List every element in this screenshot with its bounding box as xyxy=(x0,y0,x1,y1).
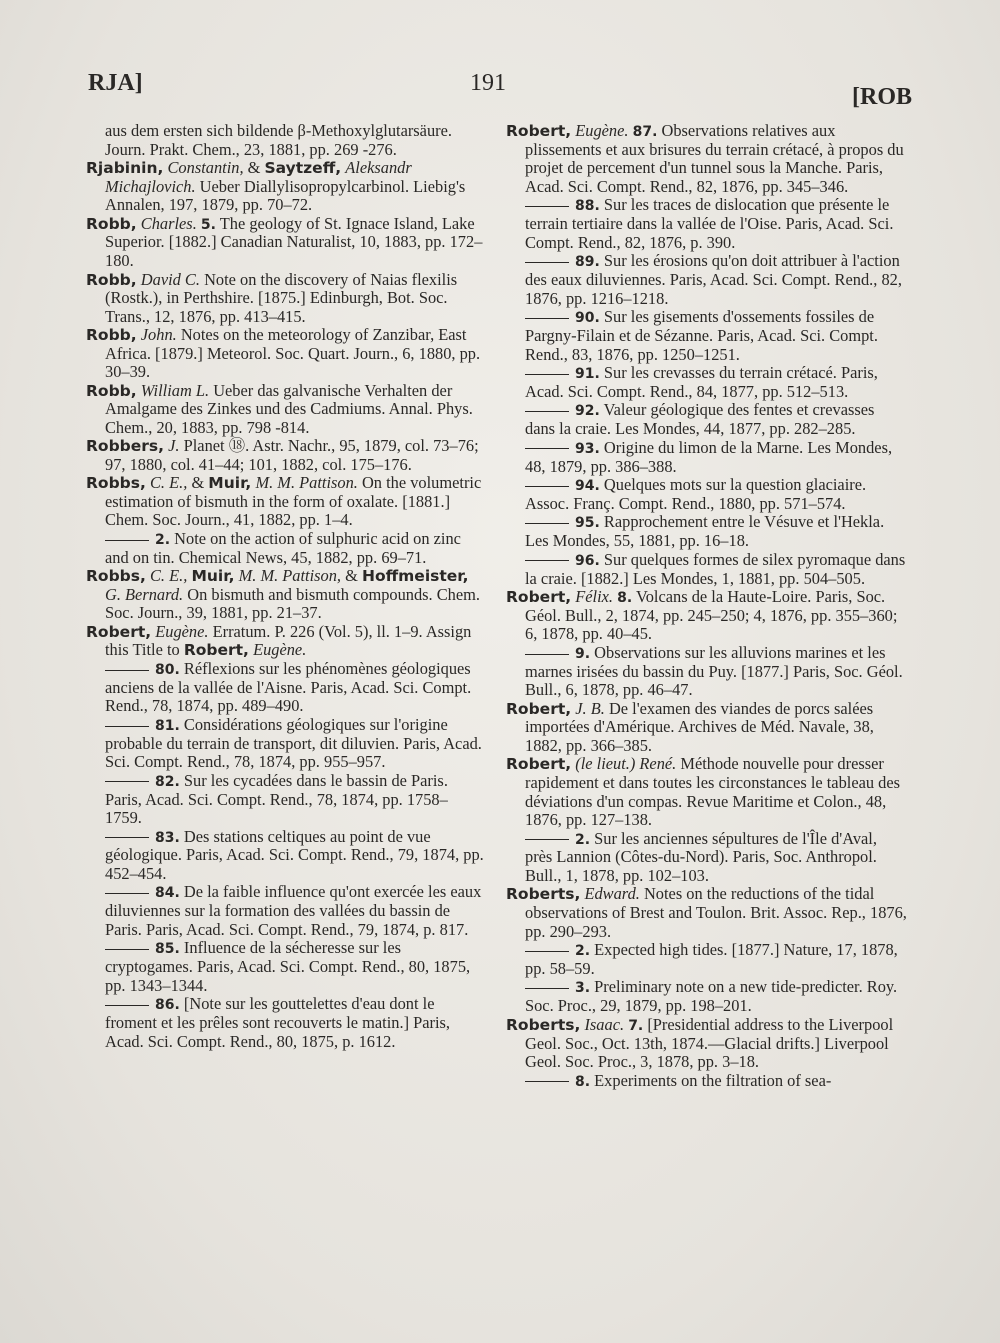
author-surname: Robbs, xyxy=(86,474,146,493)
running-head-left: RJA] xyxy=(88,70,143,96)
author-joiner: & xyxy=(243,158,265,178)
ditto-dash xyxy=(525,486,569,487)
author-forename: Charles. xyxy=(140,213,197,233)
entry-text: Sur les crevasses du terrain crétacé. Paris, Acad. Sci. Compt. Rend., 84, 1877, pp. 512–513. xyxy=(525,363,878,401)
ditto-dash xyxy=(105,726,149,727)
ditto-dash xyxy=(525,523,569,524)
entry-number: 9. xyxy=(575,645,591,662)
entry-text: Origine du limon de la Marne. Les Mondes, 48, 1879, pp. 386–388. xyxy=(525,437,893,476)
entry-text: Observations sur les alluvions marines et les marnes irisées du bassin du Puy. [1877.] Paris, Soc. Géol. Bull., 6, 1878, pp. 46–47. xyxy=(525,642,903,700)
author-forename: Eugène. xyxy=(155,621,209,641)
author-forename: M. M. Pattison, xyxy=(238,566,342,586)
ditto-dash xyxy=(105,837,149,838)
bibliography-entry xyxy=(506,196,908,252)
entry-number: 5. xyxy=(200,216,216,233)
bibliography-entry xyxy=(506,941,908,978)
author-joiner: & xyxy=(187,473,209,493)
bibliography-entry xyxy=(86,995,484,1051)
author-surname: Robert, xyxy=(86,622,152,641)
ditto-dash xyxy=(105,670,149,671)
entry-number: 93. xyxy=(575,440,600,457)
entry-number: 87. xyxy=(632,124,658,140)
entry-text: Expected high tides. [1877.] Nature, 17, 1878, pp. 58–59. xyxy=(525,940,898,978)
author-forename: C. E., xyxy=(150,473,188,493)
ditto-dash xyxy=(105,1005,149,1006)
author-forename: Edward. xyxy=(584,884,640,904)
bibliography-entry xyxy=(86,530,484,567)
entry-text: De l'examen des viandes de porcs salées importées d'Amérique. Archives de Méd. Navale, 38, 1882, pp. 366–385. xyxy=(525,698,874,755)
entry-text: [Note sur les gouttelettes d'eau dont le froment et les prêles sont recouverts le matin.] Paris, Acad. Sci. Compt. Rend., 80, 1875, p. 1612. xyxy=(105,994,451,1051)
author-forename: John. xyxy=(140,325,177,345)
ditto-dash xyxy=(105,893,149,894)
entry-number: 85. xyxy=(155,941,180,958)
bibliography-entry xyxy=(86,772,484,828)
ditto-dash xyxy=(525,318,569,319)
author-surname: Robb, xyxy=(86,270,137,289)
bibliography-entry xyxy=(86,326,484,382)
entry-text: Ueber Diallylisopropylcarbinol. Liebig's Annalen, 197, 1879, pp. 70–72. xyxy=(105,176,466,215)
entry-text: Sur les gisements d'ossements fossiles de Pargny-Filain et de Sézanne. Paris, Acad. Sci. Compt. Rend., 83, 1876, pp. 1250–1251. xyxy=(525,307,878,364)
entry-number: 2. xyxy=(575,943,591,960)
page-number: 191 xyxy=(470,70,506,96)
author-forename: Constantin, xyxy=(167,158,244,178)
entry-number: 91. xyxy=(575,366,600,383)
entry-text: Ueber das galvanische Verhalten der Amalgame des Zinkes und des Cadmiums. Annal. Phys. Chem., 20, 1883, pp. 798 -814. xyxy=(105,380,473,437)
entry-text: Experiments on the filtration of sea- xyxy=(590,1070,832,1090)
ditto-dash xyxy=(525,374,569,375)
entry-text: On the volumetric estimation of bismuth in the form of oxalate. [1881.] Chem. Soc. Journ., 41, 1882, pp. 1–4. xyxy=(105,473,482,530)
ditto-dash xyxy=(525,262,569,263)
bibliography-entry xyxy=(506,1016,908,1072)
entry-number: 92. xyxy=(575,403,600,420)
ditto-dash xyxy=(105,540,149,541)
bibliography-entry xyxy=(86,716,484,772)
bibliography-entry xyxy=(506,513,908,550)
running-head-right: [ROB xyxy=(852,84,912,110)
author-forename: Isaac. xyxy=(584,1014,625,1034)
ditto-dash xyxy=(105,949,149,950)
bibliography-entry xyxy=(506,252,908,308)
entry-text: The geology of St. Ignace Island, Lake Superior. [1882.] Canadian Naturalist, 10, 1883, pp. 172–180. xyxy=(105,213,483,270)
entry-number: 96. xyxy=(575,552,600,569)
author-surname: Robert, xyxy=(506,588,572,607)
entry-number: 7. xyxy=(628,1017,644,1034)
entry-text: Considérations géologiques sur l'origine probable du terrain de transport, dit diluvien. Paris, Acad. Sci. Compt. Rend., 78, 1874, pp. 955–957. xyxy=(105,714,482,772)
entry-number: 86. xyxy=(155,997,180,1014)
bibliography-entry xyxy=(506,1072,908,1091)
ditto-dash xyxy=(525,560,569,561)
bibliography-entry xyxy=(506,700,908,756)
author-forename: C. E., xyxy=(150,566,188,586)
author-forename: J. xyxy=(168,436,180,456)
author-surname: Saytzeff, xyxy=(264,159,342,178)
author-surname: Robb, xyxy=(86,214,137,233)
ditto-dash xyxy=(525,951,569,952)
entry-number: 81. xyxy=(155,717,180,734)
author-forename: Eugène. xyxy=(253,640,307,660)
entry-number: 82. xyxy=(155,773,180,790)
entry-text: Erratum. P. 226 (Vol. 5), ll. 1–9. Assign this Title to xyxy=(105,621,472,660)
ditto-dash xyxy=(525,206,569,207)
author-joiner: & xyxy=(341,566,362,586)
bibliography-entry xyxy=(86,567,484,623)
author-forename: G. Bernard. xyxy=(105,584,184,604)
author-surname: Muir, xyxy=(208,474,252,493)
bibliography-entry xyxy=(506,830,908,886)
bibliography-entry xyxy=(506,364,908,401)
author-surname: Hoffmeister, xyxy=(361,567,469,586)
author-surname: Robb, xyxy=(86,326,137,345)
entry-number: 88. xyxy=(575,198,600,215)
entry-text: Sur les érosions qu'on doit attribuer à l'action des eaux diluviennes. Paris, Acad. Sci. Compt. Rend., 82, 1876, pp. 1216–1218. xyxy=(525,251,902,308)
entry-text: Planet ⑱. Astr. Nachr., 95, 1879, col. 73–76; 97, 1880, col. 41–44; 101, 1882, col. 175–176. xyxy=(105,436,479,474)
author-surname: Muir, xyxy=(191,567,235,586)
bibliography-entry xyxy=(86,828,484,884)
entry-number: 84. xyxy=(155,885,180,902)
bibliography-entry xyxy=(506,439,908,476)
bibliography-entry xyxy=(86,271,484,327)
author-forename: (le lieut.) René. xyxy=(575,754,677,774)
entry-text: Rapprochement entre le Vésuve et l'Hekla. Les Mondes, 55, 1881, pp. 16–18. xyxy=(525,512,885,551)
ditto-dash xyxy=(105,781,149,782)
bibliography-entry xyxy=(506,885,908,941)
entry-number: 8. xyxy=(575,1073,591,1090)
author-surname: Rjabinin, xyxy=(86,159,164,178)
entry-text: Valeur géologique des fentes et crevasses dans la craie. Les Mondes, 44, 1877, pp. 282–285. xyxy=(525,400,875,439)
bibliography-entry xyxy=(86,215,484,271)
bibliography-entry xyxy=(86,623,484,660)
entry-number: 90. xyxy=(575,310,600,327)
ditto-dash xyxy=(525,411,569,412)
author-forename: Félix. xyxy=(575,587,614,607)
entry-text: Influence de la sécheresse sur les cryptogames. Paris, Acad. Sci. Compt. Rend., 80, 1875, pp. 1343–1344. xyxy=(105,938,471,995)
entry-number: 2. xyxy=(155,531,171,548)
ditto-dash xyxy=(525,448,569,449)
entry-text: Sur les cycadées dans le bassin de Paris. Paris, Acad. Sci. Compt. Rend., 78, 1874, pp. 1758–1759. xyxy=(105,770,448,828)
entry-number: 2. xyxy=(575,831,591,848)
entry-number: 8. xyxy=(617,590,633,607)
author-surname: Robert, xyxy=(506,755,572,774)
entry-text: Observations relatives aux plissements et aux brisures du terrain crétacé, à propos du projet de percement d'un tunnel sous la Manche. Paris, Acad. Sci. Compt. Rend., 82, 1876, pp. 345–346. xyxy=(525,121,904,196)
entry-number: 94. xyxy=(575,478,600,495)
author-forename: William L. xyxy=(140,380,210,400)
bibliography-entry xyxy=(506,122,908,196)
entry-text: Sur les anciennes sépultures de l'Île d'Aval, près Lannion (Côtes-du-Nord). Paris, Soc. Anthropol. Bull., 1, 1878, pp. 102–103. xyxy=(525,828,877,885)
author-forename: David C. xyxy=(140,269,200,289)
author-forename: M. M. Pattison. xyxy=(255,473,358,493)
bibliography-entry xyxy=(86,437,484,474)
entry-number: 80. xyxy=(155,661,180,678)
ditto-dash xyxy=(525,988,569,989)
entry-text: Note on the action of sulphuric acid on zinc and on tin. Chemical News, 45, 1882, pp. 69–71. xyxy=(105,528,461,567)
right-column xyxy=(506,122,908,1090)
bibliography-entry xyxy=(86,382,484,438)
left-column xyxy=(86,122,484,1051)
entry-text: Réflexions sur les phénomènes géologiques anciens de la vallée de l'Aisne. Paris, Acad. Sci. Compt. Rend., 78, 1874, pp. 489–490. xyxy=(105,658,472,716)
bibliography-entry xyxy=(86,474,484,530)
author-surname: Robbs, xyxy=(86,567,146,586)
entry-text: On bismuth and bismuth compounds. Chem. Soc. Journ., 39, 1881, pp. 21–37. xyxy=(105,584,481,623)
entry-number: 3. xyxy=(575,980,591,997)
entry-text: Sur les traces de dislocation que présente le terrain tertiaire dans la vallée de l'Oise. Paris, Acad. Sci. Compt. Rend., 82, 1876, p. 390. xyxy=(525,195,894,252)
entry-number: 83. xyxy=(155,829,180,846)
bibliography-entry xyxy=(86,159,484,215)
entry-number: 89. xyxy=(575,254,600,271)
entry-text: Méthode nouvelle pour dresser rapidement et dans toutes les circonstances le tableau des déviations d'un compas. Revue Maritime et Colon., 48, 1876, pp. 127–138. xyxy=(525,754,901,830)
bibliography-entry xyxy=(506,755,908,829)
author-forename: J. B. xyxy=(575,698,605,718)
entry-text: De la faible influence qu'ont exercée les eaux diluviennes sur la formation des vallées du bassin de Paris. Paris, Acad. Sci. Compt. Rend., 79, 1874, p. 817. xyxy=(105,882,482,939)
author-forename: Aleksandr Michajlovich. xyxy=(105,158,412,196)
entry-text: Notes on the reductions of the tidal observations of Brest and Toulon. Brit. Assoc. Rep., 1876, pp. 290–293. xyxy=(525,884,907,941)
entry-text: [Presidential address to the Liverpool Geol. Soc., Oct. 13th, 1874.—Glacial drifts.] Liverpool Geol. Soc. Proc., 3, 1878, pp. 3–18. xyxy=(525,1014,894,1072)
entry-text: Note on the discovery of Naias flexilis (Rostk.), in Perthshire. [1875.] Edinburgh, Bot. Soc. Trans., 12, 1876, pp. 413–415. xyxy=(105,269,458,326)
entry-text: Des stations celtiques au point de vue géologique. Paris, Acad. Sci. Compt. Rend., 79, 1874, pp. 452–454. xyxy=(105,826,484,883)
entry-text: Quelques mots sur la question glaciaire. Assoc. Franç. Compt. Rend., 1880, pp. 571–574. xyxy=(525,475,867,513)
entry-text: Volcans de la Haute-Loire. Paris, Soc. Géol. Bull., 2, 1874, pp. 245–250; 4, 1876, pp. 355–360; 6, 1878, pp. 40–45. xyxy=(525,587,898,644)
author-surname: Robert, xyxy=(506,699,572,718)
entry-text: Sur quelques formes de silex pyromaque dans la craie. [1882.] Les Mondes, 1, 1881, pp. 504–505. xyxy=(525,549,906,588)
author-forename: Eugène. xyxy=(575,121,629,140)
entry-continuation xyxy=(86,122,484,159)
bibliography-entry xyxy=(86,883,484,939)
bibliography-entry xyxy=(506,401,908,438)
bibliography-entry xyxy=(506,551,908,588)
bibliography-entry xyxy=(86,939,484,995)
bibliography-entry xyxy=(506,308,908,364)
entry-text: Notes on the meteorology of Zanzibar, East Africa. [1879.] Meteorol. Soc. Quart. Journ., 6, 1880, pp. 30–39. xyxy=(105,325,481,382)
author-surname: Robert, xyxy=(506,122,572,140)
bibliography-entry xyxy=(506,644,908,700)
author-surname: Roberts, xyxy=(506,1015,581,1034)
ditto-dash xyxy=(525,839,569,840)
entry-number: 95. xyxy=(575,515,600,532)
entry-text: aus dem ersten sich bildende β-Methoxylglutarsäure. Journ. Prakt. Chem., 23, 1881, pp. 269 -276. xyxy=(105,121,452,159)
ditto-dash xyxy=(525,1081,569,1082)
bibliography-entry xyxy=(506,588,908,644)
bibliography-entry xyxy=(86,660,484,716)
author-surname: Roberts, xyxy=(506,885,581,904)
bibliography-entry xyxy=(506,476,908,513)
ditto-dash xyxy=(525,654,569,655)
author-surname: Robb, xyxy=(86,381,137,400)
author-surname: Robert, xyxy=(183,641,249,660)
bibliography-entry xyxy=(506,978,908,1015)
author-surname: Robbers, xyxy=(86,437,165,456)
entry-text: Preliminary note on a new tide-predicter. Roy. Soc. Proc., 29, 1879, pp. 198–201. xyxy=(525,977,898,1016)
